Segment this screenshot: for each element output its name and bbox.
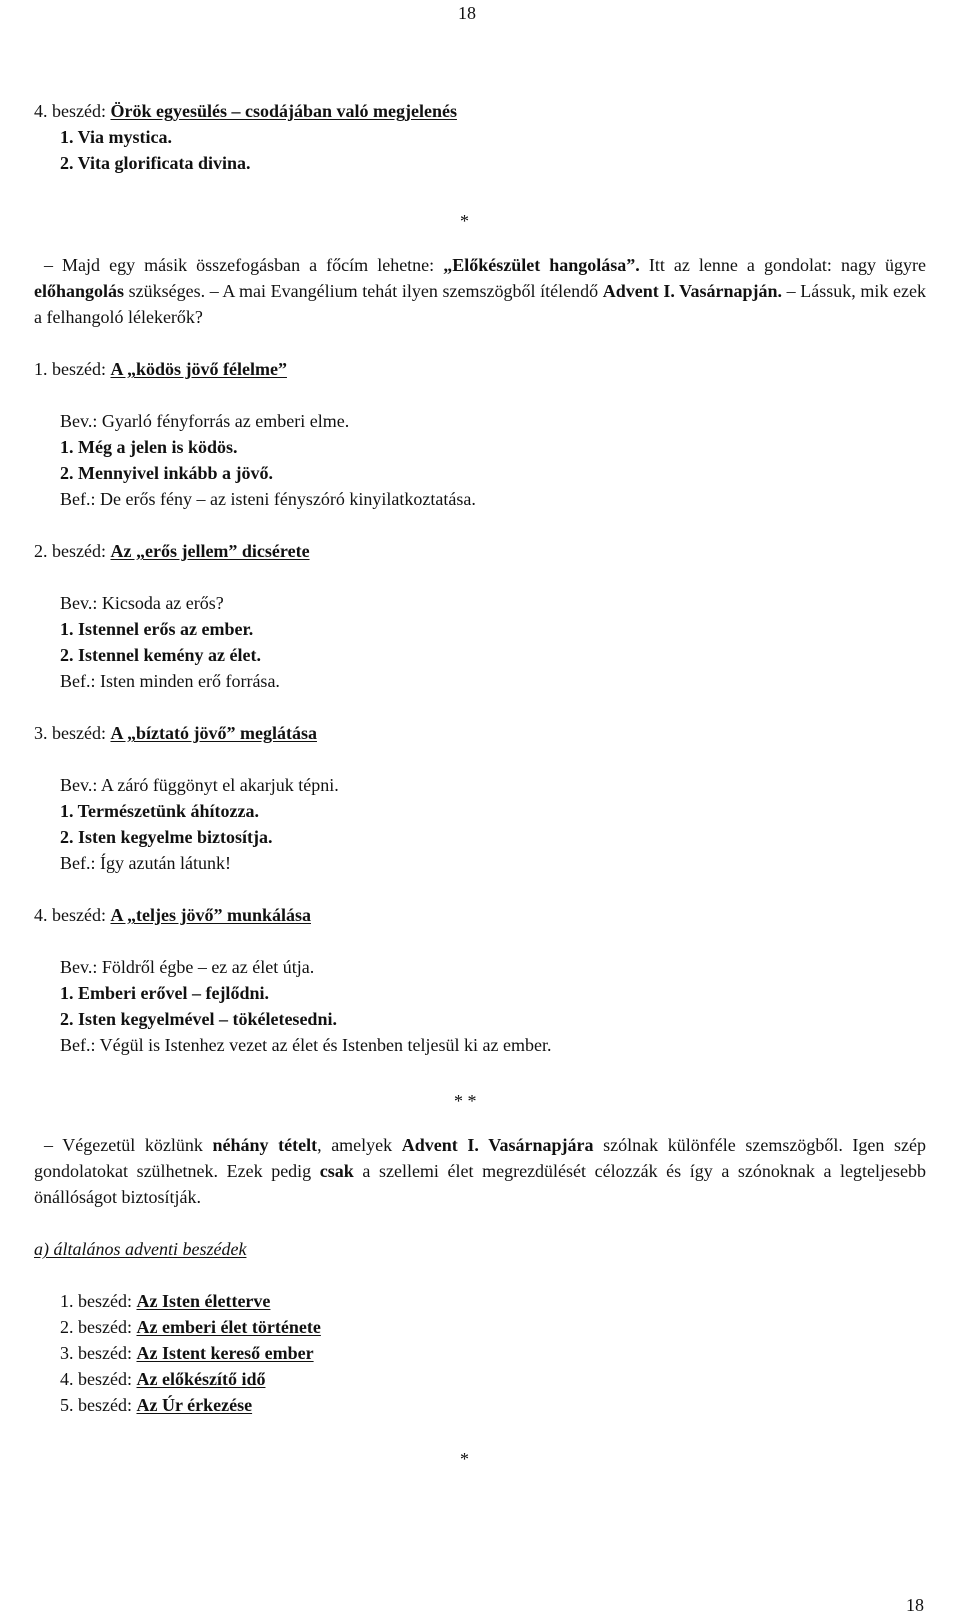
bev-text: : Földről égbe – ez az élet útja. [92,957,315,977]
separator: * [460,1449,469,1469]
bev-label: Bev. [60,957,93,977]
bef-line [60,668,280,694]
sermon-title: Örök egyesülés – csodájában való megjelenés [110,101,457,121]
text-span: a szellemi élet megrezdülését célozzák és így a szónoknak a legteljesebb önállóságot biztosítják. [34,1161,927,1207]
list-prefix: 1. beszéd: [60,1291,137,1311]
bef-text: : De erős fény – az isteni fényszóró kinyilatkoztatása. [90,489,476,509]
separator: * [460,211,469,231]
list-prefix: 3. beszéd: [60,1343,137,1363]
list-item [60,1288,270,1314]
list-title: Az Istent kereső ember [136,1343,314,1363]
bef-line [60,1032,552,1058]
list-prefix: 5. beszéd: [60,1395,137,1415]
point-item: 1. Via mystica. [60,127,172,147]
point-item: 1. Emberi erővel – fejlődni. [60,983,269,1003]
sermon-heading [34,720,317,746]
point-item: 2. Isten kegyelmével – tökéletesedni. [60,1009,337,1029]
page-number-bottom: 18 [906,1595,924,1615]
bev-label: Bev. [60,593,93,613]
section-heading: a) általános adventi beszédek [34,1239,247,1259]
point-item: 2. Isten kegyelme biztosítja. [60,827,273,847]
text-span: szólnak különféle szemszögből. Igen szép gondolatokat szülhetnek. Ezek pedig [34,1135,927,1181]
list-title: Az emberi élet története [136,1317,321,1337]
sermon-prefix: 3. beszéd: [34,723,111,743]
bef-text: : Végül is Istenhez vezet az élet és Istenben teljesül ki az ember. [90,1035,552,1055]
bef-line [60,850,231,876]
list-title: Az előkészítő idő [136,1369,266,1389]
text-span: szükséges. – A mai Evangélium tehát ilyen szemszögből ítélendő [124,281,603,301]
sermon-title: A „teljes jövő” munkálása [110,905,311,925]
sermon-prefix: 4. beszéd: [34,101,111,121]
bef-label: Bef. [60,853,91,873]
list-prefix: 4. beszéd: [60,1369,137,1389]
list-item [60,1366,265,1392]
bold-span: előhangolás [34,281,125,301]
bev-text: : Gyarló fényforrás az emberi elme. [92,411,350,431]
bef-text: : Így azután látunk! [90,853,231,873]
point-item: 1. Természetünk áhítozza. [60,801,259,821]
bev-label: Bev. [60,775,93,795]
text-span: – Végezetül közlünk [44,1135,213,1155]
sermon-prefix: 2. beszéd: [34,541,111,561]
list-item [60,1340,314,1366]
separator: * * [454,1091,477,1111]
bold-span: Advent I. Vasárnapjára [401,1135,594,1155]
bef-label: Bef. [60,1035,91,1055]
text-span: , amelyek [317,1135,402,1155]
bef-label: Bef. [60,671,91,691]
point-item: 1. Istennel erős az ember. [60,619,254,639]
sermon-heading [34,356,287,382]
bold-span: néhány tételt [212,1135,318,1155]
sermon-heading [34,538,310,564]
bev-line [60,408,349,434]
bef-label: Bef. [60,489,91,509]
sermon-prefix: 1. beszéd: [34,359,111,379]
sermon-heading [34,98,457,124]
sermon-title: A „bíztató jövő” meglátása [110,723,317,743]
sermon-heading [34,902,311,928]
text-span: Itt az lenne a gondolat: nagy ügyre [639,255,926,275]
text-span: – Majd egy másik összefogásban a főcím lehetne: [44,255,444,275]
intro-paragraph [34,252,926,330]
list-title: Az Úr érkezése [136,1395,253,1415]
list-title: Az Isten életterve [136,1291,271,1311]
closing-paragraph [34,1132,926,1210]
bold-span: „Előkészület hangolása”. [443,255,640,275]
bev-line [60,590,224,616]
page-number-top: 18 [458,3,476,23]
list-item [60,1314,321,1340]
bold-span: Advent I. Vasárnapján. [602,281,783,301]
bev-label: Bev. [60,411,93,431]
point-item: 1. Még a jelen is ködös. [60,437,238,457]
bev-line [60,954,314,980]
sermon-prefix: 4. beszéd: [34,905,111,925]
point-item: 2. Vita glorificata divina. [60,153,251,173]
bef-line [60,486,476,512]
sermon-title: A „ködös jövő félelme” [110,359,287,379]
point-item: 2. Istennel kemény az élet. [60,645,261,665]
list-item [60,1392,252,1418]
bef-text: : Isten minden erő forrása. [90,671,280,691]
bev-text: : A záró függönyt el akarjuk tépni. [92,775,339,795]
sermon-title: Az „erős jellem” dicsérete [110,541,310,561]
bev-text: : Kicsoda az erős? [92,593,224,613]
list-prefix: 2. beszéd: [60,1317,137,1337]
bold-span: csak [319,1161,354,1181]
bev-line [60,772,339,798]
point-item: 2. Mennyivel inkább a jövő. [60,463,274,483]
text-span: – Lássuk, mik ezek a felhangoló lélekerők? [34,281,926,327]
